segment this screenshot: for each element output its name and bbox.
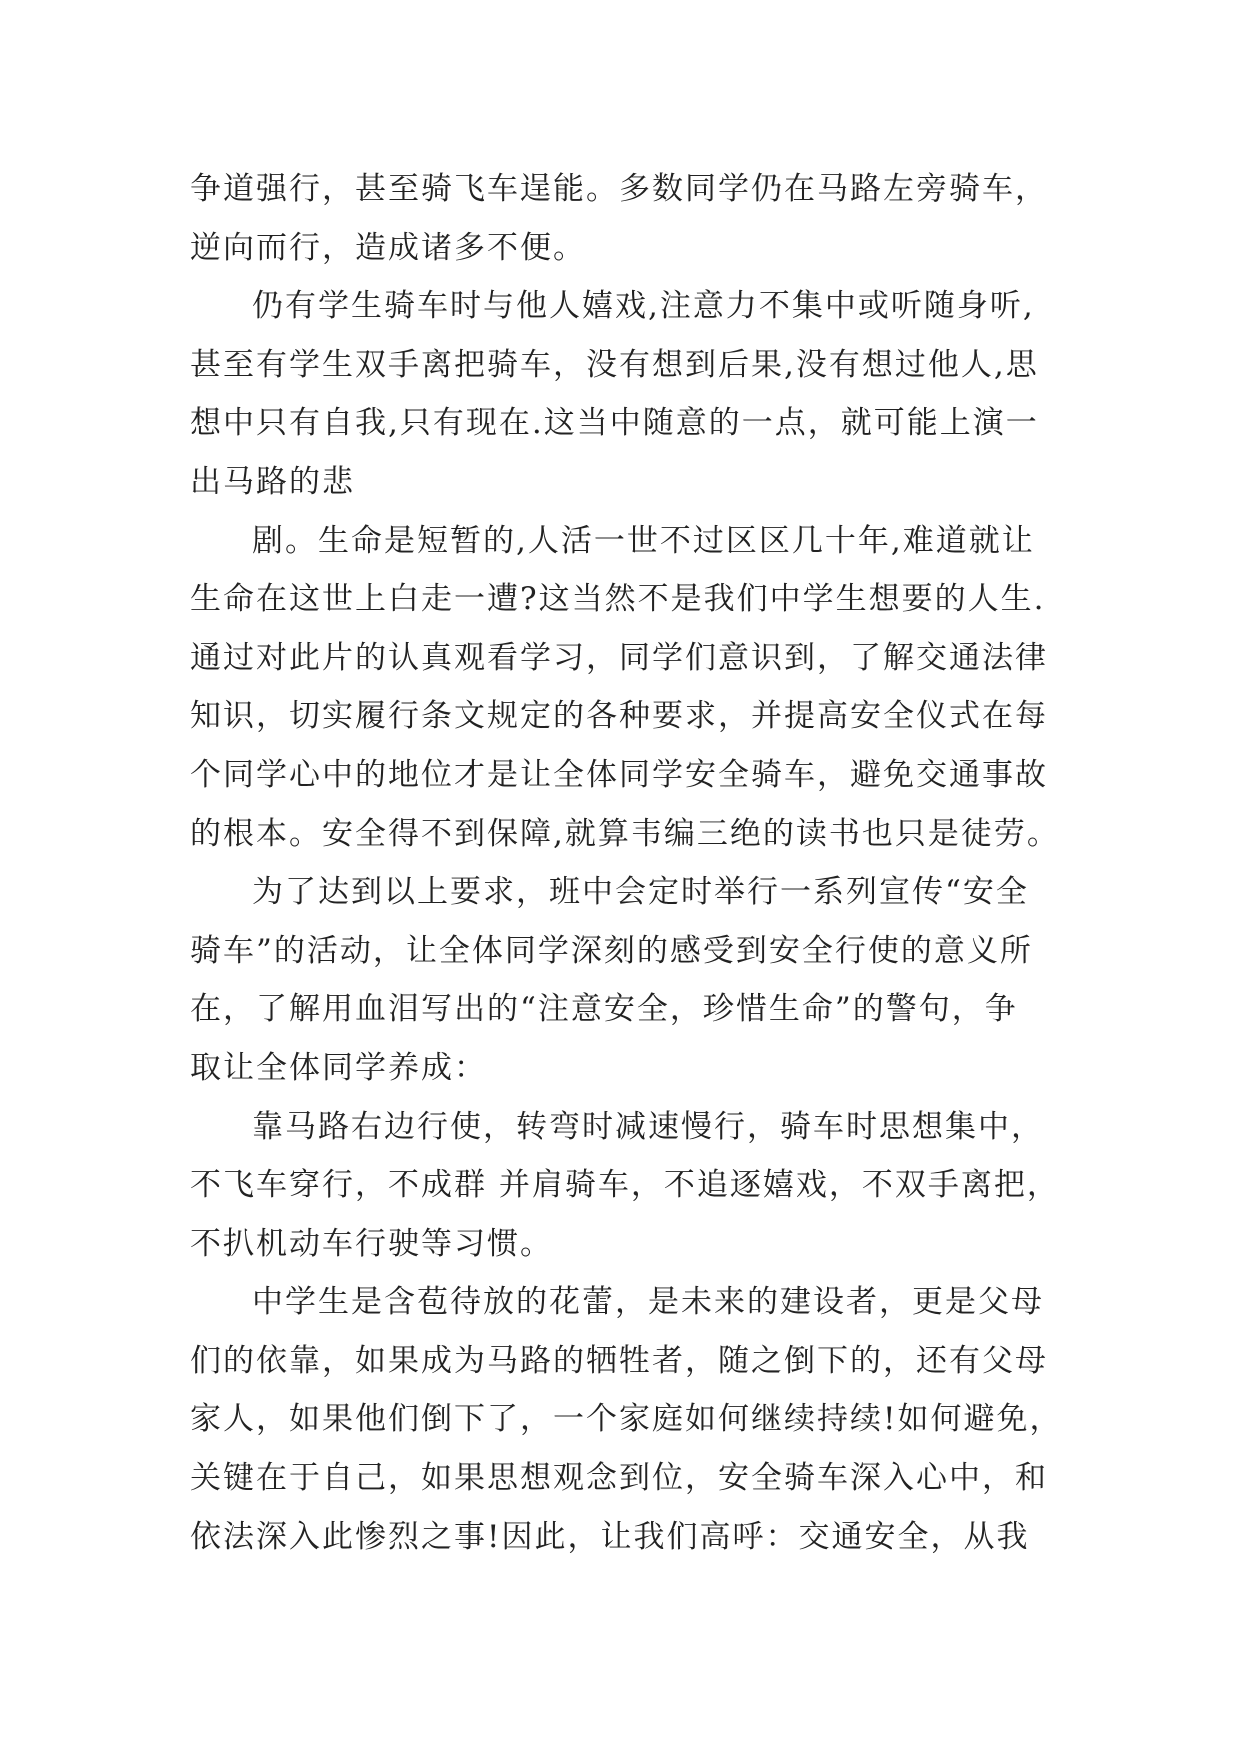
paragraph-start-line: 仍有学生骑车时与他人嬉戏,注意力不集中或听随身听,: [252, 288, 1035, 325]
text-line: 个同学心中的地位才是让全体同学安全骑车，避免交通事故: [190, 756, 1048, 793]
text-line: 不飞车穿行，不成群 并肩骑车，不追逐嬉戏，不双手离把，: [190, 1167, 1060, 1204]
text-line: 知识，切实履行条文规定的各种要求，并提高安全仪式在每: [190, 698, 1048, 735]
text-line: 不扒机动车行驶等习惯。: [190, 1225, 553, 1262]
text-line: 出马路的悲: [190, 463, 355, 500]
paragraph-start-line: 为了达到以上要求，班中会定时举行一系列宣传“安全: [252, 874, 1029, 911]
text-line: 家人，如果他们倒下了，一个家庭如何继续持续!如何避免，: [190, 1401, 1063, 1438]
text-line: 通过对此片的认真观看学习，同学们意识到，了解交通法律: [190, 639, 1048, 676]
text-line: 们的依靠，如果成为马路的牺牲者，随之倒下的，还有父母: [190, 1342, 1048, 1379]
text-line: 生命在这世上白走一遭?这当然不是我们中学生想要的人生.: [190, 581, 1046, 618]
document-body: [190, 160, 1070, 1566]
text-line: 甚至有学生双手离把骑车，没有想到后果,没有想过他人,思: [190, 346, 1039, 383]
text-line: 想中只有自我,只有现在.这当中随意的一点，就可能上演一: [190, 405, 1039, 442]
text-line: 骑车”的活动，让全体同学深刻的感受到安全行使的意义所: [190, 932, 1033, 969]
text-line: 的根本。安全得不到保障,就算韦编三绝的读书也只是徒劳。: [190, 815, 1060, 852]
paragraph-start-line: 中学生是含苞待放的花蕾，是未来的建设者，更是父母: [252, 1284, 1044, 1321]
paragraph-start-line: 靠马路右边行使，转弯时减速慢行，骑车时思想集中，: [252, 1108, 1044, 1145]
text-line: 取让全体同学养成：: [190, 1049, 487, 1086]
paragraph-start-line: 剧。生命是短暂的,人活一世不过区区几十年,难道就让: [252, 522, 1035, 559]
text-line: 依法深入此惨烈之事!因此，让我们高呼：交通安全，从我: [190, 1518, 1030, 1555]
text-line: 逆向而行，造成诸多不便。: [190, 229, 586, 266]
text-line: 在，了解用血泪写出的“注意安全，珍惜生命”的警句，争: [190, 991, 1018, 1028]
text-line: 关键在于自己，如果思想观念到位，安全骑车深入心中，和: [190, 1460, 1048, 1497]
text-line: 争道强行，甚至骑飞车逞能。多数同学仍在马路左旁骑车，: [190, 171, 1048, 207]
